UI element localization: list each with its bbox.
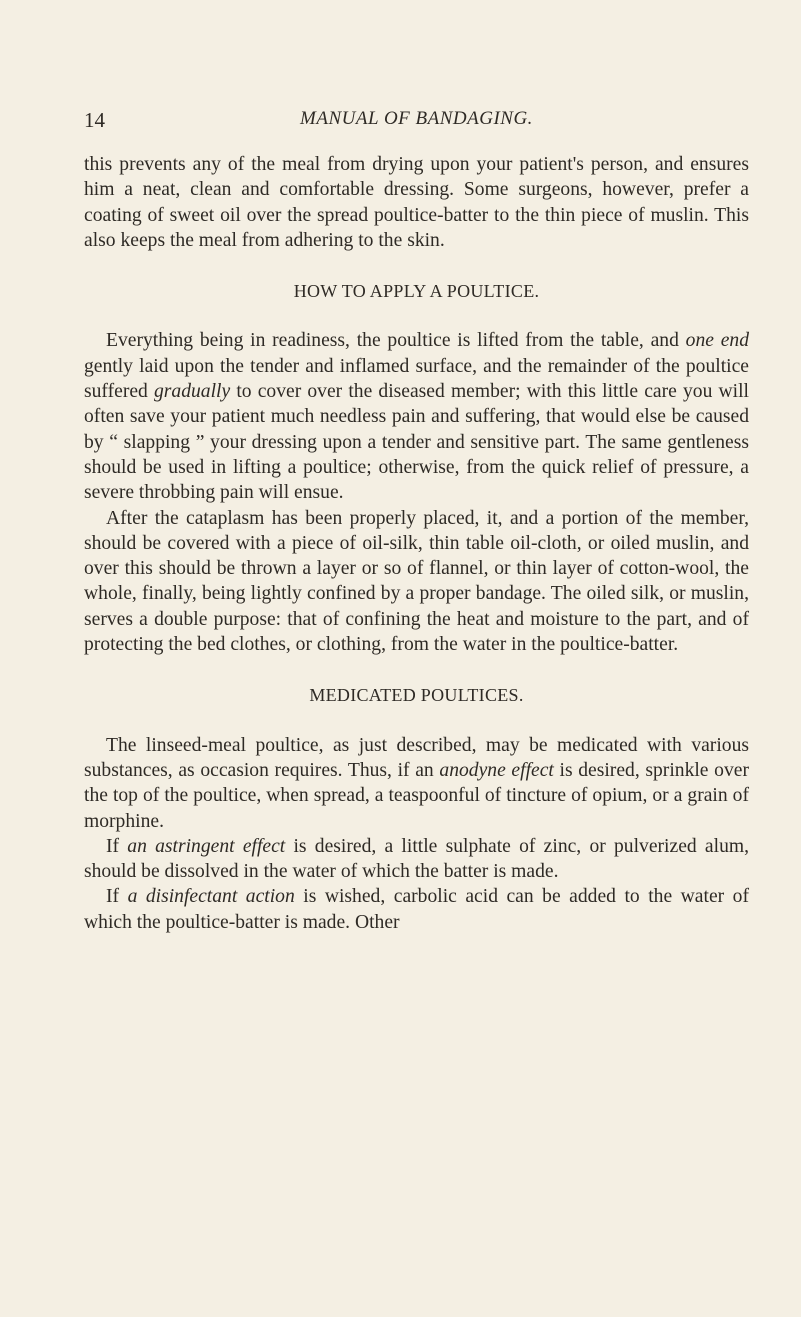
text-run: If xyxy=(106,886,128,908)
paragraph-cataplasm: After the cataplasm has been properly placed, it, and a portion of the member, should be covered with a piece of oil-silk, thin table oil-cloth, or oiled muslin, and over this should be thrown a layer or so of flannel, or thin layer of cotton-wool, the whole, finally, being lightly confined by a proper bandage. The oiled silk, or muslin, serves a double purpose: that of confining the heat and moisture to the part, and of protecting the bed clothes, or clothing, from the water in the poultice-batter. xyxy=(84,507,749,656)
text-run: is desired, a little sulphate of zinc, or pulverized alum, should be dissolved in the water of which the batter is made. xyxy=(84,835,749,883)
paragraph-linseed-meal xyxy=(84,733,749,834)
text-run: to cover over the diseased member; with this little care you will often save your patient much needless pain and suffering, that would else be caused by “ slapping ” your dressing upon a tender and sensitive part. The same gentleness should be used in lifting a poultice; otherwise, from the quick relief of pressure, a severe throbbing pain will ensue. xyxy=(84,381,749,504)
emphasis-gradually: gradually xyxy=(153,381,231,403)
body-text xyxy=(84,152,749,935)
page-number: 14 xyxy=(84,108,105,132)
paragraph-astringent xyxy=(84,834,749,885)
running-head xyxy=(84,108,749,134)
emphasis-astringent-effect: an astringent effect xyxy=(127,835,286,857)
text-run: The linseed-meal poultice, as just described, may be medicated with various substances, as occasion requires. Thus, if xyxy=(84,734,749,781)
text-run: If xyxy=(106,835,128,857)
emphasis-anodyne-effect: anodyne effect xyxy=(439,759,554,781)
text-run: is desired, sprinkle over the top of the poultice, when spread, a teaspoonful of tincture of opium, or a grain of morphine. xyxy=(84,759,749,832)
section-heading-apply-poultice: HOW TO APPLY A POULTICE. xyxy=(293,281,540,302)
emphasis-disinfectant-action: a disinfectant action xyxy=(127,886,295,908)
running-title: MANUAL OF BANDAGING. xyxy=(300,108,533,129)
emphasis-one-end: one end xyxy=(685,330,749,352)
text-run: Everything being in readiness, the poultice is lifted from the table, and xyxy=(106,330,686,352)
paragraph-continued: this prevents any of the meal from drying upon your patient's person, and ensures him a neat, clean and comfortable dressing. Some surgeons, however, prefer a coating of sweet oil over the spread poultice-batter to the thin piece of muslin. This also keeps the meal from adhering to the skin. xyxy=(84,154,749,251)
text-run: is wished, carbolic acid can be added to the water of which the poultice-batter is made. Other xyxy=(84,886,749,933)
section-heading-medicated-poultices: MEDICATED POULTICES. xyxy=(309,685,524,706)
text-run: gently laid upon the tender and inflamed surface, and the remainder of the poultice suffered xyxy=(84,355,749,403)
paragraph-apply-poultice xyxy=(84,328,749,505)
text-run: an xyxy=(415,759,440,781)
paragraph-disinfectant xyxy=(84,884,749,935)
